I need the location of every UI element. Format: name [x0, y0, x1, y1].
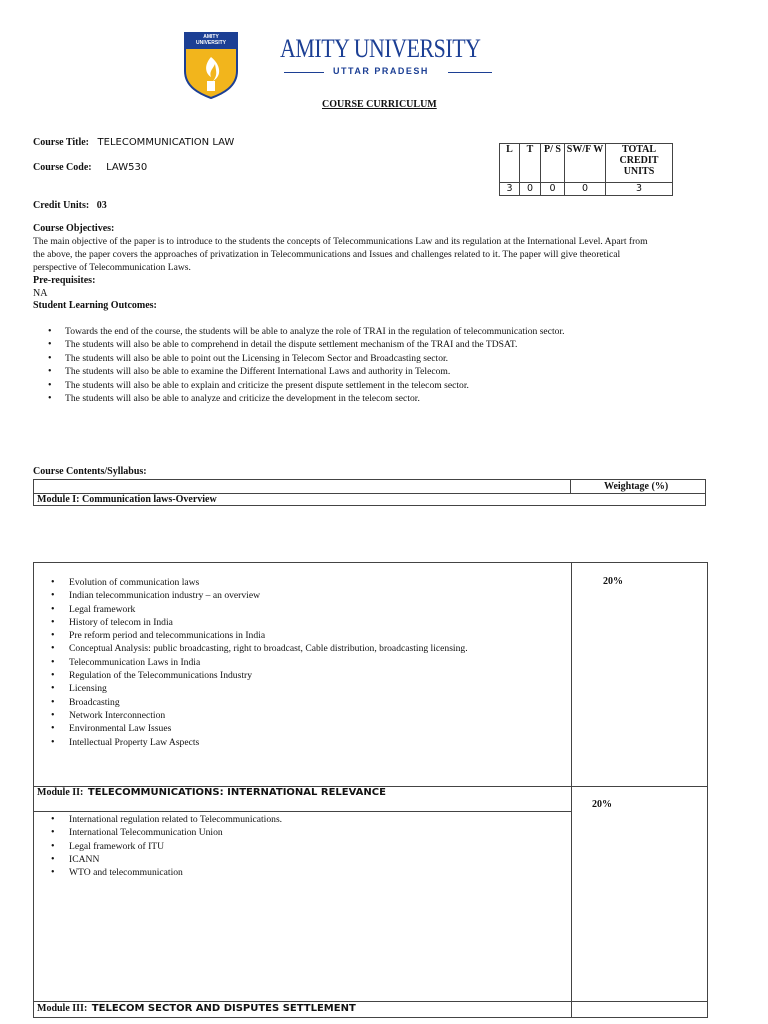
header-total: TOTAL CREDIT UNITS: [606, 144, 673, 183]
prereq-heading: Pre-requisites:: [33, 275, 96, 286]
value-swfw: 0: [565, 183, 606, 196]
list-item: • International regulation related to Telecommunications.: [34, 813, 282, 826]
course-code-label: Course Code:: [33, 162, 92, 173]
divider-left: [284, 72, 324, 73]
list-item: • Licensing: [34, 682, 468, 695]
module-3-title-row: [37, 1003, 356, 1014]
course-title-row: [33, 137, 234, 148]
module-2-prefix: Module II:: [37, 787, 84, 798]
list-item: • Legal framework: [34, 603, 468, 616]
weightage-header: Weightage (%): [604, 481, 669, 492]
prereq-value: NA: [33, 288, 48, 299]
list-item: • Intellectual Property Law Aspects: [34, 736, 468, 749]
university-state: UTTAR PRADESH: [333, 66, 429, 76]
list-item: • Conceptual Analysis: public broadcasting, right to broadcast, Cable distribution, broadcasting licensing.: [34, 642, 468, 655]
value-t: 0: [520, 183, 541, 196]
university-name: AMITY UNIVERSITY: [280, 34, 481, 63]
list-item: • International Telecommunication Union: [34, 826, 282, 839]
list-item: • Broadcasting: [34, 696, 468, 709]
module-3-row: [33, 1001, 708, 1018]
shield-text: AMITY UNIVERSITY: [195, 34, 226, 46]
module-2-weight: 20%: [592, 799, 612, 810]
header-ps: P/ S: [541, 144, 565, 183]
credit-units-label: Credit Units:: [33, 200, 90, 211]
header-l: L: [500, 144, 520, 183]
list-item: • Towards the end of the course, the students will be able to analyze the role of TRAI in the regulation of telecommunication sector.: [33, 325, 564, 338]
list-item: • The students will also be able to point out the Licensing in Telecom Sector and Broadcasting sector.: [33, 352, 564, 365]
list-item: • Environmental Law Issues: [34, 722, 468, 735]
list-item: • The students will also be able to analyze and criticize the development in the telecom sector.: [33, 392, 564, 405]
list-item: • Evolution of communication laws: [34, 576, 468, 589]
objectives-line-3: perspective of Telecommunication Laws.: [33, 262, 191, 273]
module-2-box: [33, 786, 708, 1002]
module-1-col-divider: [571, 563, 572, 786]
value-l: 3: [500, 183, 520, 196]
list-item: • Legal framework of ITU: [34, 840, 282, 853]
course-code-value: LAW530: [106, 162, 148, 173]
module-1-title: Module I: Communication laws-Overview: [37, 494, 217, 505]
course-title-value: TELECOMMUNICATION LAW: [97, 137, 235, 148]
list-item: • WTO and telecommunication: [34, 866, 282, 879]
syllabus-heading: Course Contents/Syllabus:: [33, 466, 147, 477]
module-2-col-divider: [571, 786, 572, 1001]
university-logo: [182, 31, 240, 99]
syllabus-header-table: [33, 479, 706, 506]
list-item: • Network Interconnection: [34, 709, 468, 722]
list-item: • Telecommunication Laws in India: [34, 656, 468, 669]
module-3-title: TELECOM SECTOR AND DISPUTES SETTLEMENT: [91, 1003, 356, 1014]
credit-table-values: [500, 183, 673, 196]
module-3-prefix: Module III:: [37, 1003, 88, 1014]
list-item: • Indian telecommunication industry – an overview: [34, 589, 468, 602]
list-item: • The students will also be able to comprehend in detail the dispute settlement mechanism of the TRAI and the TDSAT.: [33, 338, 564, 351]
module-1-box: [33, 562, 708, 787]
outcomes-list: [33, 325, 564, 405]
list-item: • History of telecom in India: [34, 616, 468, 629]
value-ps: 0: [541, 183, 565, 196]
credit-table: [499, 143, 673, 196]
module-1-weight: 20%: [603, 576, 623, 587]
list-item: • The students will also be able to explain and criticize the present dispute settlement in the telecom sector.: [33, 379, 564, 392]
objectives-line-1: The main objective of the paper is to introduce to the students the concepts of Telecommunications Law and its regulation at the International Level. Apart from: [33, 236, 648, 247]
credit-units-row: [33, 200, 107, 211]
divider-right: [448, 72, 492, 73]
header-t: T: [520, 144, 541, 183]
module-3-col-divider: [571, 1002, 572, 1018]
credit-table-header: [500, 144, 673, 183]
list-item: • Pre reform period and telecommunications in India: [34, 629, 468, 642]
module-2-title: TELECOMMUNICATIONS: INTERNATIONAL RELEVANCE: [87, 787, 386, 798]
list-item: • The students will also be able to examine the Different International Laws and authority in Telecom.: [33, 365, 564, 378]
module-2-list: [34, 813, 282, 879]
credit-units-value: 03: [96, 200, 107, 211]
list-item: • ICANN: [34, 853, 282, 866]
module-2-title-row: [37, 787, 386, 798]
outcomes-heading: Student Learning Outcomes:: [33, 300, 157, 311]
header-swfw: SW/F W: [565, 144, 606, 183]
list-item: • Regulation of the Telecommunications Industry: [34, 669, 468, 682]
doc-title: COURSE CURRICULUM: [322, 99, 437, 110]
value-total: 3: [606, 183, 673, 196]
module-2-title-divider: [34, 811, 571, 812]
header-col-divider: [570, 480, 571, 494]
course-code-row: [33, 162, 147, 173]
objectives-heading: Course Objectives:: [33, 223, 115, 234]
objectives-line-2: the above, the paper covers the approaches of privatization in Telecommunications and Issues and challenges related to it. The paper will give theoretical: [33, 249, 621, 260]
module-1-list: [34, 576, 468, 749]
course-title-label: Course Title:: [33, 137, 90, 148]
